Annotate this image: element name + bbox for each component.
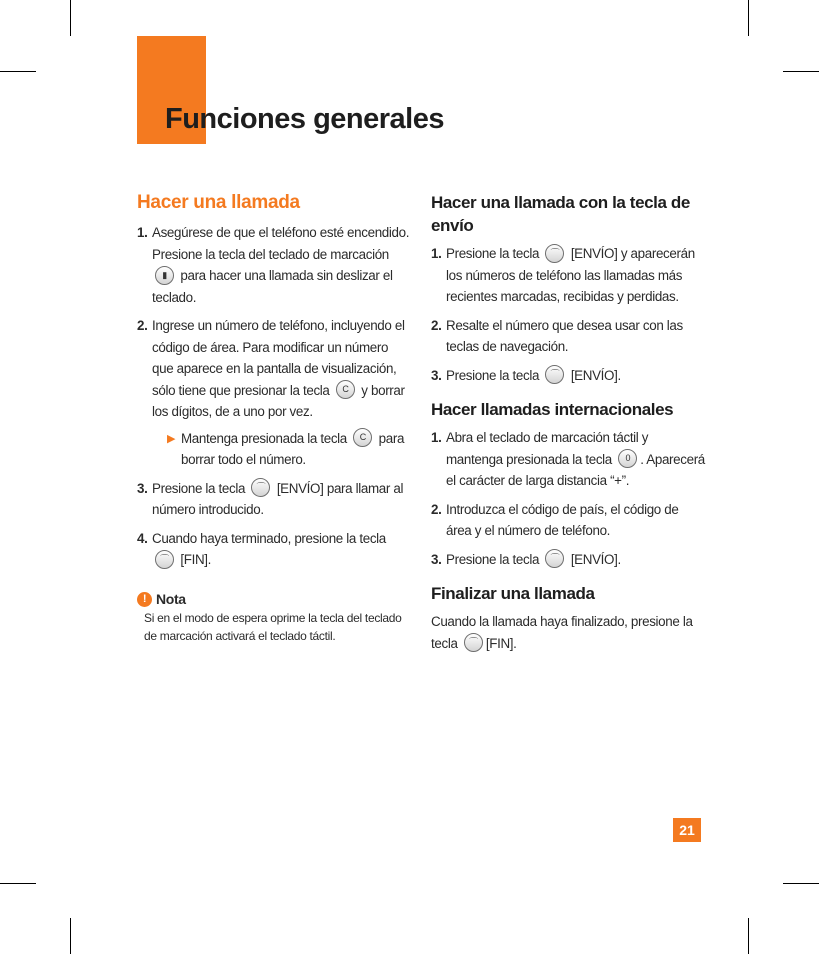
end-key-icon: ⌒	[464, 633, 483, 652]
end-key-icon: ⌒	[155, 550, 174, 569]
paragraph-text: Cuando la llamada haya finalizado, presione la tecla	[431, 614, 693, 651]
crop-mark	[783, 883, 819, 884]
list-item	[137, 222, 412, 308]
section-heading-end-call: Finalizar una llamada	[431, 584, 595, 603]
step-text: Presione la tecla	[446, 246, 540, 261]
right-column	[431, 191, 706, 666]
step-number: 3.	[137, 480, 148, 496]
step-text: Cuando haya terminado, presione la tecla	[152, 530, 386, 546]
bullet-triangle-icon: ▶	[167, 432, 176, 445]
crop-mark	[748, 0, 749, 36]
dialpad-key-icon: ▮	[155, 266, 174, 285]
step-text: y borrar los dígitos, de a uno por vez.	[152, 382, 405, 419]
note-text: Si en el modo de espera oprime la tecla del teclado de marcación activará el teclado táctil.	[144, 610, 402, 643]
step-text: [ENVÍO] para llamar al número introducido.	[152, 480, 404, 517]
left-column	[137, 191, 412, 645]
exclamation-icon: !	[137, 592, 152, 607]
list-item	[431, 499, 706, 542]
end-call-text	[431, 611, 706, 654]
end-call-section	[431, 582, 706, 654]
make-call-steps	[137, 222, 412, 571]
send-key-icon: ⌒	[545, 549, 564, 568]
note-label: Nota	[156, 590, 186, 607]
step-text: [FIN].	[180, 552, 212, 567]
step-text: Abra el teclado de marcación táctil y mantenga presionada la tecla	[446, 430, 649, 467]
step-number: 1.	[431, 246, 442, 261]
step-number: 3.	[431, 367, 442, 383]
crop-mark	[0, 71, 36, 72]
step-number: 3.	[431, 551, 442, 567]
step-number: 1.	[431, 430, 442, 445]
list-item	[431, 243, 706, 308]
crop-mark	[0, 883, 36, 884]
step-text: Presione la tecla	[446, 551, 540, 567]
step-text: Presione la tecla	[446, 367, 540, 383]
list-item	[137, 478, 412, 521]
send-key-icon: ⌒	[251, 478, 270, 497]
step-number: 4.	[137, 530, 148, 546]
send-key-icon: ⌒	[545, 365, 564, 384]
crop-mark	[748, 918, 749, 954]
step-text: Presione la tecla	[152, 480, 246, 496]
step-text: [ENVÍO].	[570, 551, 621, 567]
step-text: . Aparecerá el carácter de larga distancia “+”.	[446, 451, 705, 488]
step-number: 2.	[431, 501, 442, 517]
paragraph-text: [FIN].	[485, 635, 517, 651]
list-item	[431, 549, 706, 571]
sub-text: para borrar todo el número.	[181, 430, 405, 467]
step-text: Ingrese un número de teléfono, incluyendo el código de área. Para modificar un número que aparece en la pantalla de visualización, sólo tiene que presionar la tecla	[152, 318, 405, 398]
international-section	[431, 398, 706, 570]
crop-mark	[70, 0, 71, 36]
step-number: 2.	[431, 317, 442, 333]
international-steps	[431, 427, 706, 570]
crop-mark	[783, 71, 819, 72]
clear-key-icon: C	[336, 380, 355, 399]
step-text: [ENVÍO] y aparecerán los números de teléfono las llamadas más recientes marcadas, recibidas y perdidas.	[446, 246, 695, 304]
page-title: Funciones generales	[165, 103, 444, 135]
list-item	[431, 315, 706, 358]
sub-item	[152, 428, 412, 471]
crop-mark	[70, 918, 71, 954]
sub-text: Mantenga presionada la tecla	[181, 430, 347, 446]
step-number: 1.	[137, 225, 148, 240]
list-item	[137, 315, 412, 471]
note-heading	[137, 589, 412, 609]
list-item	[137, 528, 412, 571]
send-key-steps	[431, 243, 706, 386]
page-number: 21	[673, 818, 701, 842]
list-item	[431, 365, 706, 387]
step-text: [ENVÍO].	[570, 367, 621, 383]
section-heading-make-call: Hacer una llamada	[137, 192, 300, 213]
section-heading-international: Hacer llamadas internacionales	[431, 400, 674, 419]
clear-key-icon: C	[353, 428, 372, 447]
step-number: 2.	[137, 318, 148, 333]
step-text: Resalte el número que desea usar con las teclas de navegación.	[446, 317, 683, 354]
step-text: Asegúrese de que el teléfono esté encendido. Presione la tecla del teclado de marcación	[152, 225, 410, 262]
send-key-icon: ⌒	[545, 244, 564, 263]
zero-plus-key-icon: 0	[618, 449, 637, 468]
step-text: Introduzca el código de país, el código de área y el número de teléfono.	[446, 501, 679, 538]
send-key-section	[431, 191, 706, 386]
section-heading-send-key: Hacer una llamada con la tecla de envío	[431, 193, 690, 235]
list-item	[431, 427, 706, 492]
step-text: para hacer una llamada sin deslizar el teclado.	[152, 268, 393, 305]
